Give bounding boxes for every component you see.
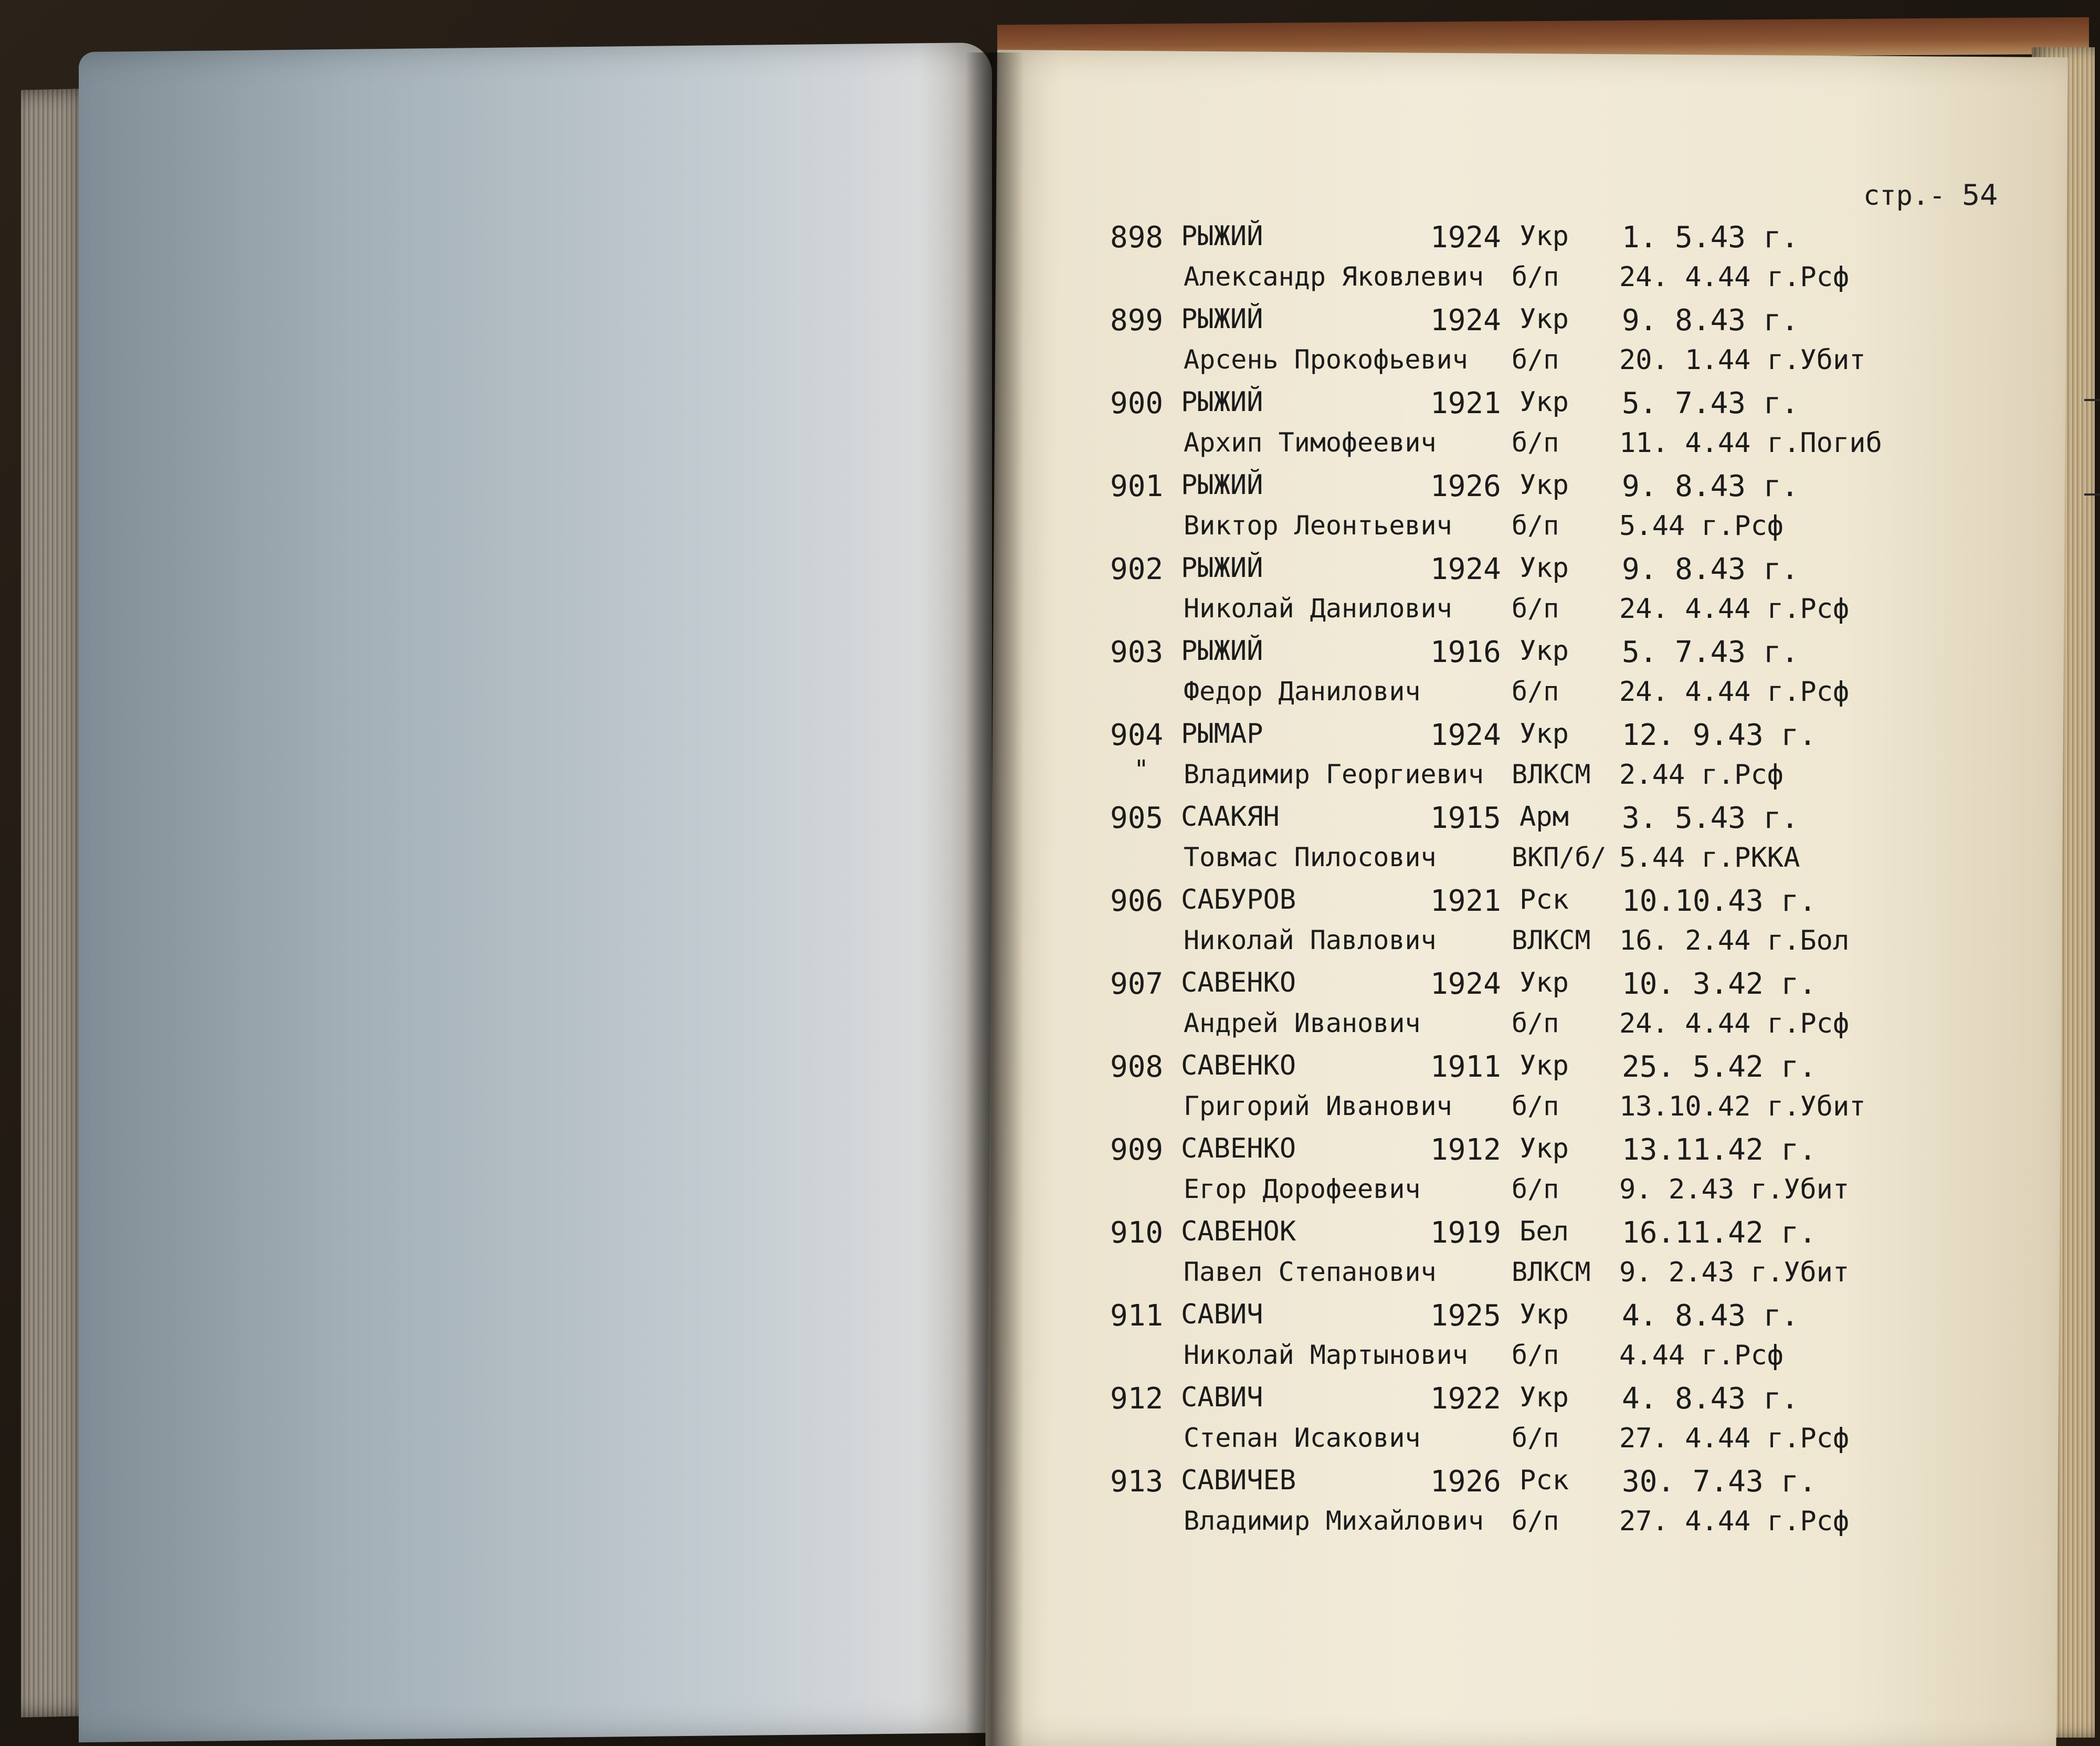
record-party: б/п bbox=[1512, 1506, 1559, 1536]
record-number: 904 bbox=[1110, 718, 1164, 752]
record-surname: РЫЖИЙ bbox=[1181, 303, 1263, 335]
record-date-in: 4. 8.43 г. bbox=[1622, 1382, 1799, 1416]
record-number: 901 bbox=[1110, 469, 1164, 503]
record-surname: РЫЖИЙ bbox=[1181, 552, 1263, 584]
record-birth-year: 1916 bbox=[1430, 635, 1501, 669]
record-number: 905 bbox=[1110, 801, 1164, 835]
record-number: 908 bbox=[1110, 1050, 1164, 1084]
record-nationality: Укр bbox=[1519, 220, 1569, 252]
record-given-names: Николай Данилович bbox=[1184, 593, 1452, 624]
record-nationality: Укр bbox=[1519, 635, 1569, 667]
record-date-out: 5.44 г.Рсф bbox=[1619, 510, 1784, 542]
record-date-in: 13.11.42 г. bbox=[1622, 1133, 1817, 1167]
record-row bbox=[0, 967, 2100, 1051]
record-birth-year: 1924 bbox=[1430, 220, 1501, 255]
record-date-in: 9. 8.43 г. bbox=[1622, 552, 1799, 586]
record-row bbox=[0, 386, 2100, 470]
record-surname: САВЕНКО bbox=[1181, 967, 1296, 998]
record-number: 902 bbox=[1110, 552, 1164, 586]
record-row bbox=[0, 635, 2100, 719]
record-party: б/п bbox=[1512, 1423, 1559, 1453]
record-birth-year: 1924 bbox=[1430, 967, 1501, 1001]
record-number: 898 bbox=[1110, 220, 1164, 255]
record-date-in: 5. 7.43 г. bbox=[1622, 386, 1799, 420]
record-row bbox=[0, 718, 2100, 802]
record-party: ВЛКСМ bbox=[1512, 759, 1591, 790]
record-date-in: 1. 5.43 г. bbox=[1622, 220, 1799, 255]
record-nationality: Рск bbox=[1519, 884, 1569, 916]
page-number-value: 54 bbox=[1961, 178, 1998, 212]
page-number-label: стр.- bbox=[1863, 180, 1946, 212]
record-date-out: 4.44 г.Рсф bbox=[1619, 1340, 1784, 1371]
record-party: ВЛКСМ bbox=[1512, 1257, 1591, 1287]
record-date-out: 24. 4.44 г.Рсф bbox=[1619, 676, 1850, 708]
record-number: 899 bbox=[1110, 303, 1164, 338]
record-party: б/п bbox=[1512, 593, 1559, 624]
record-given-names: Товмас Пилосович bbox=[1184, 842, 1437, 872]
record-surname: РЫЖИЙ bbox=[1181, 635, 1263, 667]
record-date-in: 30. 7.43 г. bbox=[1622, 1465, 1817, 1499]
record-given-names: Александр Яковлевич bbox=[1184, 261, 1484, 292]
record-date-in: 9. 8.43 г. bbox=[1622, 469, 1799, 503]
record-number: 909 bbox=[1110, 1133, 1164, 1167]
record-surname: САБУРОВ bbox=[1181, 884, 1296, 916]
record-given-names: Арсень Прокофьевич bbox=[1184, 344, 1468, 375]
record-surname: САВЕНОК bbox=[1181, 1216, 1296, 1247]
record-party: б/п bbox=[1512, 1008, 1559, 1038]
record-date-out: 24. 4.44 г.Рсф bbox=[1619, 593, 1850, 625]
record-date-out: 20. 1.44 г.Убит bbox=[1619, 344, 1866, 376]
record-party: ВЛКСМ bbox=[1512, 925, 1591, 955]
record-date-in: 25. 5.42 г. bbox=[1622, 1050, 1817, 1084]
page-number bbox=[1863, 178, 1998, 212]
record-date-in: 10. 3.42 г. bbox=[1622, 967, 1817, 1001]
record-row bbox=[0, 1382, 2100, 1466]
edge-tab-mark bbox=[2084, 399, 2100, 401]
record-given-names: Николай Павлович bbox=[1184, 925, 1437, 955]
record-row bbox=[0, 1050, 2100, 1134]
record-date-out: 9. 2.43 г.Убит bbox=[1619, 1257, 1850, 1288]
record-given-names: Андрей Иванович bbox=[1184, 1008, 1421, 1038]
record-party: б/п bbox=[1512, 1174, 1559, 1204]
record-birth-year: 1912 bbox=[1430, 1133, 1501, 1167]
record-given-names: Григорий Иванович bbox=[1184, 1091, 1452, 1121]
record-row bbox=[0, 469, 2100, 553]
record-party: б/п bbox=[1512, 1340, 1559, 1370]
record-surname: РЫЖИЙ bbox=[1181, 469, 1263, 501]
record-party: б/п bbox=[1512, 261, 1559, 292]
record-party: ВКП/б/ bbox=[1512, 842, 1607, 872]
record-birth-year: 1924 bbox=[1430, 552, 1501, 586]
record-number: 912 bbox=[1110, 1382, 1164, 1416]
record-given-names: Владимир Михайлович bbox=[1184, 1506, 1484, 1536]
record-given-names: Федор Данилович bbox=[1184, 676, 1421, 707]
record-date-in: 5. 7.43 г. bbox=[1622, 635, 1799, 669]
record-given-names: Степан Исакович bbox=[1184, 1423, 1421, 1453]
record-date-out: 24. 4.44 г.Рсф bbox=[1619, 261, 1850, 293]
record-date-out: 9. 2.43 г.Убит bbox=[1619, 1174, 1850, 1205]
record-party: б/п bbox=[1512, 344, 1559, 375]
record-birth-year: 1919 bbox=[1430, 1216, 1501, 1250]
record-party: б/п bbox=[1512, 1091, 1559, 1121]
record-given-names: Виктор Леонтьевич bbox=[1184, 510, 1452, 541]
record-number: 911 bbox=[1110, 1299, 1164, 1333]
record-surname: САВИЧ bbox=[1181, 1299, 1263, 1330]
record-date-in: 9. 8.43 г. bbox=[1622, 303, 1799, 338]
record-birth-year: 1926 bbox=[1430, 469, 1501, 503]
record-date-in: 10.10.43 г. bbox=[1622, 884, 1817, 918]
record-surname: САВИЧ bbox=[1181, 1382, 1263, 1413]
record-nationality: Бел bbox=[1519, 1216, 1569, 1247]
record-birth-year: 1924 bbox=[1430, 303, 1501, 338]
record-date-out: 13.10.42 г.Убит bbox=[1619, 1091, 1866, 1122]
record-birth-year: 1921 bbox=[1430, 884, 1501, 918]
edge-tab-mark bbox=[2084, 493, 2100, 496]
record-number: 913 bbox=[1110, 1465, 1164, 1499]
record-nationality: Рск bbox=[1519, 1465, 1569, 1496]
record-nationality: Укр bbox=[1519, 1299, 1569, 1330]
record-surname: САВИЧЕВ bbox=[1181, 1465, 1296, 1496]
record-given-names: Николай Мартынович bbox=[1184, 1340, 1468, 1370]
record-party: б/п bbox=[1512, 427, 1559, 458]
record-date-in: 16.11.42 г. bbox=[1622, 1216, 1817, 1250]
record-date-out: 24. 4.44 г.Рсф bbox=[1619, 1008, 1850, 1039]
record-date-out: 2.44 г.Рсф bbox=[1619, 759, 1784, 791]
record-row bbox=[0, 303, 2100, 387]
record-birth-year: 1922 bbox=[1430, 1382, 1501, 1416]
record-birth-year: 1915 bbox=[1430, 801, 1501, 835]
record-nationality: Укр bbox=[1519, 386, 1569, 418]
record-given-names: Егор Дорофеевич bbox=[1184, 1174, 1421, 1204]
record-birth-year: 1924 bbox=[1430, 718, 1501, 752]
record-nationality: Укр bbox=[1519, 552, 1569, 584]
record-nationality: Укр bbox=[1519, 1050, 1569, 1081]
record-date-out: 27. 4.44 г.Рсф bbox=[1619, 1506, 1850, 1537]
record-surname: РЫЖИЙ bbox=[1181, 220, 1263, 252]
record-nationality: Укр bbox=[1519, 967, 1569, 998]
record-date-out: 16. 2.44 г.Бол bbox=[1619, 925, 1850, 956]
record-row bbox=[0, 1216, 2100, 1300]
record-ditto-mark: " bbox=[1134, 755, 1149, 784]
record-number: 903 bbox=[1110, 635, 1164, 669]
record-nationality: Укр bbox=[1519, 469, 1569, 501]
record-row bbox=[0, 801, 2100, 885]
record-date-in: 3. 5.43 г. bbox=[1622, 801, 1799, 835]
record-date-in: 12. 9.43 г. bbox=[1622, 718, 1817, 752]
record-number: 910 bbox=[1110, 1216, 1164, 1250]
record-surname: СААКЯН bbox=[1181, 801, 1280, 833]
record-birth-year: 1911 bbox=[1430, 1050, 1501, 1084]
record-number: 906 bbox=[1110, 884, 1164, 918]
record-number: 907 bbox=[1110, 967, 1164, 1001]
record-nationality: Укр bbox=[1519, 718, 1569, 750]
record-date-in: 4. 8.43 г. bbox=[1622, 1299, 1799, 1333]
record-party: б/п bbox=[1512, 676, 1559, 707]
record-nationality: Укр bbox=[1519, 1382, 1569, 1413]
record-surname: САВЕНКО bbox=[1181, 1050, 1296, 1081]
record-nationality: Укр bbox=[1519, 1133, 1569, 1164]
record-party: б/п bbox=[1512, 510, 1559, 541]
record-row bbox=[0, 1299, 2100, 1383]
record-date-out: 27. 4.44 г.Рсф bbox=[1619, 1423, 1850, 1454]
record-date-out: 11. 4.44 г.Погиб bbox=[1619, 427, 1882, 459]
record-row bbox=[0, 552, 2100, 636]
record-row bbox=[0, 220, 2100, 304]
record-row bbox=[0, 1465, 2100, 1549]
record-given-names: Павел Степанович bbox=[1184, 1257, 1437, 1287]
record-row bbox=[0, 1133, 2100, 1217]
record-birth-year: 1925 bbox=[1430, 1299, 1501, 1333]
record-given-names: Архип Тимофеевич bbox=[1184, 427, 1437, 458]
record-given-names: Владимир Георгиевич bbox=[1184, 759, 1484, 790]
record-nationality: Арм bbox=[1519, 801, 1569, 833]
record-birth-year: 1926 bbox=[1430, 1465, 1501, 1499]
record-date-out: 5.44 г.РККА bbox=[1619, 842, 1800, 874]
record-surname: САВЕНКО bbox=[1181, 1133, 1296, 1164]
record-row bbox=[0, 884, 2100, 968]
record-nationality: Укр bbox=[1519, 303, 1569, 335]
record-number: 900 bbox=[1110, 386, 1164, 420]
record-birth-year: 1921 bbox=[1430, 386, 1501, 420]
record-surname: РЫМАР bbox=[1181, 718, 1263, 750]
record-surname: РЫЖИЙ bbox=[1181, 386, 1263, 418]
